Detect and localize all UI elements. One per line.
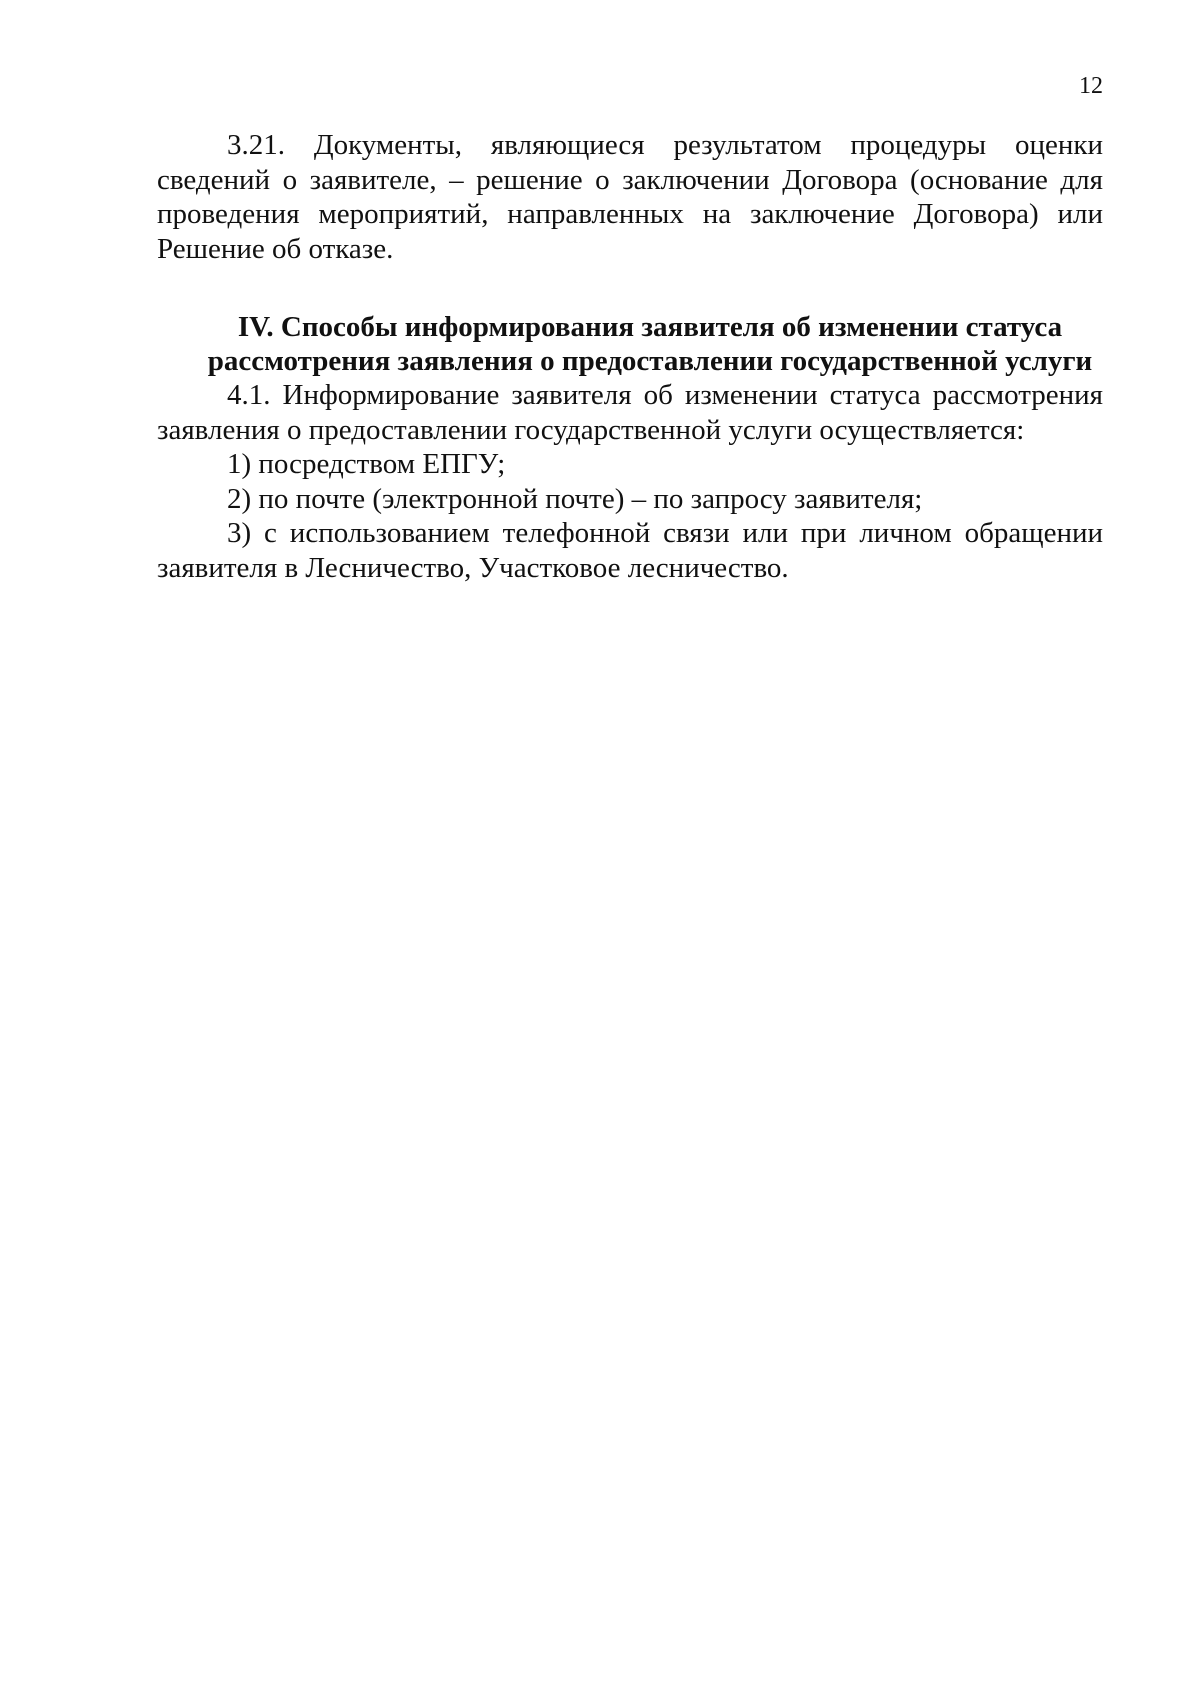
- document-body: [157, 128, 1103, 585]
- list-item-1: 1) посредством ЕПГУ;: [227, 448, 506, 480]
- section-heading: [157, 310, 1103, 378]
- section-heading-line-1: IV. Способы информирования заявителя об изменении статуса: [237, 311, 1063, 343]
- section-spacer: [157, 266, 1103, 310]
- page-number: 12: [1079, 73, 1103, 99]
- paragraph-4-1: 4.1. Информирование заявителя об изменении статуса рассмотрения заявления о предоставлении государственной услуги осуществляется:: [157, 379, 1103, 446]
- list-item-3: 3) с использованием телефонной связи или при личном обращении заявителя в Лесничество, Участковое лесничество.: [157, 517, 1103, 584]
- section-heading-line-2: рассмотрения заявления о предоставлении государственной услуги: [207, 345, 1093, 377]
- paragraph-3-21: 3.21. Документы, являющиеся результатом процедуры оценки сведений о заявителе, – решение о заключении Договора (основание для проведения мероприятий, направленных на заключение Договора) или Решение об отказе.: [157, 129, 1103, 265]
- list-item-2: 2) по почте (электронной почте) – по запросу заявителя;: [227, 482, 923, 515]
